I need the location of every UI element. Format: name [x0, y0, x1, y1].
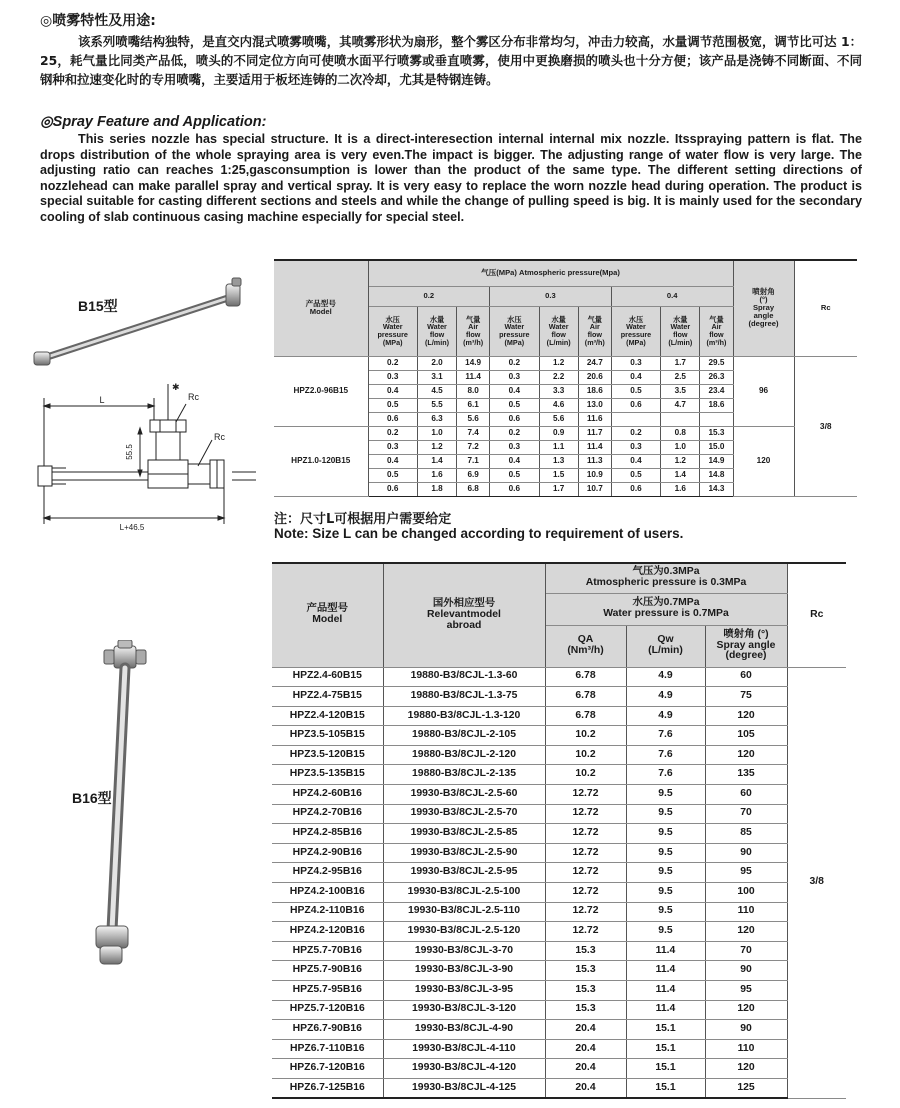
- t1-value-cell: 3.3: [539, 384, 578, 398]
- t2-value-cell: 15.3: [545, 981, 626, 1001]
- t1-value-cell: 29.5: [700, 356, 733, 370]
- t1-value-cell: 0.5: [368, 398, 417, 412]
- t2-value-cell: 12.72: [545, 883, 626, 903]
- t1-sub-header: 水量 Water flow (L/min): [661, 306, 700, 356]
- t2-value-cell: HPZ4.2-70B16: [272, 804, 383, 824]
- t2-value-cell: HPZ5.7-95B16: [272, 981, 383, 1001]
- t2-value-cell: 9.5: [626, 902, 705, 922]
- t2-value-cell: 15.3: [545, 1000, 626, 1020]
- t2-value-cell: 4.9: [626, 667, 705, 687]
- t2-value-cell: 19880-B3/8CJL-2-135: [383, 765, 545, 785]
- t1-sub-header: 气量 Air flow (m³/h): [578, 306, 611, 356]
- t1-air-header: 气压(MPa) Atmospheric pressure(Mpa): [368, 260, 733, 286]
- t1-value-cell: 0.5: [368, 468, 417, 482]
- b16-label: B16型: [72, 790, 112, 806]
- t1-value-cell: 1.8: [417, 482, 456, 496]
- t2-value-cell: 19930-B3/8CJL-4-110: [383, 1039, 545, 1059]
- t2-value-cell: 120: [705, 922, 787, 942]
- t1-value-cell: 3.5: [661, 384, 700, 398]
- t2-value-cell: 19880-B3/8CJL-2-120: [383, 745, 545, 765]
- t1-value-cell: 26.3: [700, 370, 733, 384]
- t1-value-cell: 6.8: [457, 482, 490, 496]
- t1-value-cell: 0.2: [368, 426, 417, 440]
- t1-value-cell: 2.2: [539, 370, 578, 384]
- table-row: [272, 1078, 846, 1098]
- t1-value-cell: 0.3: [490, 440, 539, 454]
- t2-value-cell: HPZ3.5-120B15: [272, 745, 383, 765]
- t1-value-cell: 0.6: [611, 482, 660, 496]
- t2-value-cell: 7.6: [626, 765, 705, 785]
- t2-value-cell: 90: [705, 843, 787, 863]
- t2-value-cell: 11.4: [626, 961, 705, 981]
- t1-value-cell: 8.0: [457, 384, 490, 398]
- t1-value-cell: 0.4: [368, 454, 417, 468]
- t2-value-cell: 12.72: [545, 804, 626, 824]
- t2-value-cell: 19930-B3/8CJL-2.5-85: [383, 824, 545, 844]
- t2-angle-header: 喷射角 (°) Spray angle (degree): [705, 625, 787, 667]
- t1-value-cell: 0.2: [611, 426, 660, 440]
- t2-value-cell: 20.4: [545, 1059, 626, 1079]
- t1-rc-cell: 3/8: [794, 356, 857, 496]
- t1-value-cell: 0.3: [490, 370, 539, 384]
- t2-value-cell: HPZ4.2-85B16: [272, 824, 383, 844]
- t1-value-cell: 5.5: [417, 398, 456, 412]
- t1-value-cell: 20.6: [578, 370, 611, 384]
- t2-value-cell: 19880-B3/8CJL-1.3-60: [383, 667, 545, 687]
- cn-section-heading: ◎喷雾特性及用途:: [40, 13, 156, 29]
- t1-value-cell: 7.1: [457, 454, 490, 468]
- b16-nozzle-image: [88, 640, 168, 980]
- t2-value-cell: HPZ4.2-60B16: [272, 785, 383, 805]
- cn-description: 该系列喷嘴结构独特，是直交内混式喷雾喷嘴，其喷雾形状为扇形，整个雾区分布非常均匀，冲击力较高，水量调节范围极宽，调节比可达 1：25，耗气量比同类产品低，喷头的不同定位方向可使喷水面平行喷雾或垂直喷雾，使用中更换磨损的喷头也十分方便；该产品是浇铸不同断面、不同钢种和拉速变化时的专用喷嘴，主要适用于板坯连铸的二次冷却，尤其是特钢连铸。: [40, 34, 862, 87]
- table-row: [272, 902, 846, 922]
- t2-value-cell: 9.5: [626, 922, 705, 942]
- table-row: [272, 981, 846, 1001]
- t1-pressure-header: 0.4: [611, 286, 733, 306]
- t2-value-cell: 7.6: [626, 745, 705, 765]
- t1-value-cell: 1.0: [417, 426, 456, 440]
- t2-value-cell: 135: [705, 765, 787, 785]
- t1-sub-header: 水量 Water flow (L/min): [417, 306, 456, 356]
- t2-value-cell: 15.1: [626, 1020, 705, 1040]
- t1-value-cell: 24.7: [578, 356, 611, 370]
- t2-abroad-header: 国外相应型号 Relevantmodel abroad: [383, 563, 545, 667]
- t2-value-cell: 60: [705, 785, 787, 805]
- t1-sub-header: 水压 Water pressure (MPa): [611, 306, 660, 356]
- t1-value-cell: 0.6: [368, 482, 417, 496]
- t2-value-cell: 19930-B3/8CJL-2.5-95: [383, 863, 545, 883]
- t2-value-cell: 11.4: [626, 941, 705, 961]
- t2-value-cell: 120: [705, 1000, 787, 1020]
- t2-value-cell: 19930-B3/8CJL-2.5-90: [383, 843, 545, 863]
- t2-value-cell: HPZ5.7-120B16: [272, 1000, 383, 1020]
- t1-value-cell: 1.7: [661, 356, 700, 370]
- t1-value-cell: 6.3: [417, 412, 456, 426]
- t2-value-cell: 12.72: [545, 863, 626, 883]
- t2-value-cell: HPZ6.7-120B16: [272, 1059, 383, 1079]
- t1-value-cell: 0.6: [368, 412, 417, 426]
- t2-value-cell: 10.2: [545, 745, 626, 765]
- table-row: [272, 824, 846, 844]
- t2-value-cell: 12.72: [545, 922, 626, 942]
- t2-value-cell: 19930-B3/8CJL-3-70: [383, 941, 545, 961]
- b15-tip: [34, 352, 50, 365]
- t1-value-cell: 0.6: [490, 412, 539, 426]
- t2-value-cell: 95: [705, 863, 787, 883]
- t1-value-cell: 2.5: [661, 370, 700, 384]
- b16-pipe: [112, 668, 125, 930]
- t1-value-cell: 11.4: [578, 440, 611, 454]
- t2-value-cell: 9.5: [626, 863, 705, 883]
- t2-value-cell: 19930-B3/8CJL-2.5-100: [383, 883, 545, 903]
- t1-rc-header: Rc: [794, 260, 857, 356]
- t2-value-cell: 9.5: [626, 843, 705, 863]
- t1-sub-header: 水量 Water flow (L/min): [539, 306, 578, 356]
- t1-value-cell: 1.3: [539, 454, 578, 468]
- table-row: [272, 843, 846, 863]
- t1-value-cell: 0.6: [611, 398, 660, 412]
- t1-value-cell: 0.3: [611, 440, 660, 454]
- t1-value-cell: [611, 412, 660, 426]
- t2-value-cell: 120: [705, 745, 787, 765]
- t1-model-cell: HPZ1.0-120B15: [274, 426, 368, 496]
- t1-value-cell: 15.0: [700, 440, 733, 454]
- t1-value-cell: 11.6: [578, 412, 611, 426]
- t2-value-cell: 19930-B3/8CJL-3-120: [383, 1000, 545, 1020]
- t2-value-cell: HPZ2.4-60B15: [272, 667, 383, 687]
- table-row: [272, 941, 846, 961]
- t2-value-cell: HPZ4.2-110B16: [272, 902, 383, 922]
- t2-value-cell: 95: [705, 981, 787, 1001]
- t1-sub-header: 水压 Water pressure (MPa): [490, 306, 539, 356]
- t2-value-cell: HPZ5.7-90B16: [272, 961, 383, 981]
- t2-value-cell: 20.4: [545, 1020, 626, 1040]
- t2-value-cell: 20.4: [545, 1078, 626, 1098]
- t1-value-cell: 4.7: [661, 398, 700, 412]
- t2-value-cell: HPZ4.2-120B16: [272, 922, 383, 942]
- t2-value-cell: 15.3: [545, 961, 626, 981]
- b16-spec-table: [272, 562, 846, 1099]
- t2-value-cell: 15.1: [626, 1078, 705, 1098]
- t1-value-cell: 1.4: [417, 454, 456, 468]
- t1-value-cell: 6.1: [457, 398, 490, 412]
- t2-qa-header: QA (Nm³/h): [545, 625, 626, 667]
- t1-value-cell: 1.1: [539, 440, 578, 454]
- t1-value-cell: [700, 412, 733, 426]
- b15-nozzle-image: [30, 270, 250, 370]
- t1-value-cell: 0.4: [368, 384, 417, 398]
- t1-value-cell: 5.6: [539, 412, 578, 426]
- table-row: [272, 804, 846, 824]
- t2-value-cell: HPZ6.7-110B16: [272, 1039, 383, 1059]
- t2-value-cell: 12.72: [545, 843, 626, 863]
- t1-value-cell: 3.1: [417, 370, 456, 384]
- t1-spray-header: 喷射角 (°) Spray angle (degree): [733, 260, 794, 356]
- t2-value-cell: 15.1: [626, 1039, 705, 1059]
- b15-technical-drawing: [36, 376, 260, 534]
- t1-angle-cell: 96: [733, 356, 794, 426]
- t2-value-cell: 105: [705, 726, 787, 746]
- table-row: [272, 667, 846, 687]
- t2-value-cell: 11.4: [626, 981, 705, 1001]
- t2-value-cell: 125: [705, 1078, 787, 1098]
- t1-sub-header: 气量 Air flow (m³/h): [457, 306, 490, 356]
- t1-value-cell: 14.9: [700, 454, 733, 468]
- b15-pipe: [44, 298, 228, 358]
- t2-value-cell: 19930-B3/8CJL-4-90: [383, 1020, 545, 1040]
- t1-value-cell: 11.4: [457, 370, 490, 384]
- t1-value-cell: 0.4: [490, 384, 539, 398]
- t2-value-cell: 90: [705, 1020, 787, 1040]
- t2-value-cell: 4.9: [626, 687, 705, 707]
- t1-value-cell: 1.5: [539, 468, 578, 482]
- t1-value-cell: 0.6: [490, 482, 539, 496]
- table-row: [272, 765, 846, 785]
- t2-value-cell: HPZ4.2-95B16: [272, 863, 383, 883]
- t2-value-cell: 19880-B3/8CJL-2-105: [383, 726, 545, 746]
- t2-value-cell: 100: [705, 883, 787, 903]
- t2-value-cell: 9.5: [626, 883, 705, 903]
- t1-value-cell: 15.3: [700, 426, 733, 440]
- table-row: [272, 706, 846, 726]
- b16-base: [96, 926, 128, 964]
- t2-value-cell: 75: [705, 687, 787, 707]
- t2-value-cell: 15.1: [626, 1059, 705, 1079]
- t2-value-cell: 19880-B3/8CJL-1.3-120: [383, 706, 545, 726]
- t1-value-cell: 6.9: [457, 468, 490, 482]
- t2-value-cell: 15.3: [545, 941, 626, 961]
- t1-value-cell: 0.9: [539, 426, 578, 440]
- t1-pressure-header: 0.2: [368, 286, 490, 306]
- table-row: [272, 1000, 846, 1020]
- t1-value-cell: [661, 412, 700, 426]
- t2-value-cell: HPZ3.5-135B15: [272, 765, 383, 785]
- t2-value-cell: 11.4: [626, 1000, 705, 1020]
- b15-head: [226, 284, 240, 306]
- t1-value-cell: 23.4: [700, 384, 733, 398]
- t1-value-cell: 14.3: [700, 482, 733, 496]
- t1-value-cell: 11.3: [578, 454, 611, 468]
- dim-55-5: 55.5: [125, 444, 134, 460]
- table-row: [272, 961, 846, 981]
- t2-value-cell: HPZ6.7-125B16: [272, 1078, 383, 1098]
- t2-value-cell: 6.78: [545, 687, 626, 707]
- t2-value-cell: 70: [705, 941, 787, 961]
- table-row: [272, 863, 846, 883]
- t1-value-cell: 4.5: [417, 384, 456, 398]
- table-row: [272, 687, 846, 707]
- t1-value-cell: 0.5: [611, 384, 660, 398]
- t1-value-cell: 0.5: [490, 398, 539, 412]
- t2-value-cell: 19930-B3/8CJL-3-90: [383, 961, 545, 981]
- t2-value-cell: HPZ3.5-105B15: [272, 726, 383, 746]
- t1-value-cell: 1.6: [661, 482, 700, 496]
- t2-value-cell: 70: [705, 804, 787, 824]
- t2-value-cell: 90: [705, 961, 787, 981]
- t2-value-cell: 19880-B3/8CJL-1.3-75: [383, 687, 545, 707]
- t2-value-cell: 85: [705, 824, 787, 844]
- t2-value-cell: 12.72: [545, 824, 626, 844]
- t1-value-cell: 5.6: [457, 412, 490, 426]
- t2-value-cell: 19930-B3/8CJL-3-95: [383, 981, 545, 1001]
- t1-value-cell: 0.4: [611, 370, 660, 384]
- t2-value-cell: 60: [705, 667, 787, 687]
- t1-model-cell: HPZ2.0-96B15: [274, 356, 368, 426]
- t2-air-header: 气压为0.3MPa Atmospheric pressure is 0.3MPa: [545, 563, 787, 593]
- t1-value-cell: 0.3: [368, 440, 417, 454]
- table-row: [272, 922, 846, 942]
- t1-value-cell: 7.2: [457, 440, 490, 454]
- dim-rc-top: Rc: [188, 392, 199, 402]
- dim-L: L: [99, 395, 105, 405]
- t2-rc-header: Rc: [787, 563, 846, 667]
- b15-spec-table: [274, 259, 857, 497]
- t1-value-cell: 0.4: [611, 454, 660, 468]
- t1-value-cell: 14.8: [700, 468, 733, 482]
- t2-value-cell: 110: [705, 902, 787, 922]
- table-row: [272, 1059, 846, 1079]
- t1-value-cell: 0.3: [611, 356, 660, 370]
- size-note-en: Note: Size L can be changed according to requirement of users.: [274, 526, 684, 541]
- t1-value-cell: 11.7: [578, 426, 611, 440]
- t1-value-cell: 1.4: [661, 468, 700, 482]
- t2-value-cell: 19930-B3/8CJL-2.5-60: [383, 785, 545, 805]
- t1-value-cell: 1.2: [417, 440, 456, 454]
- t2-value-cell: 6.78: [545, 667, 626, 687]
- t1-value-cell: 10.9: [578, 468, 611, 482]
- t1-value-cell: 18.6: [700, 398, 733, 412]
- t1-value-cell: 0.3: [368, 370, 417, 384]
- t2-value-cell: HPZ2.4-120B15: [272, 706, 383, 726]
- t2-value-cell: 110: [705, 1039, 787, 1059]
- en-description: This series nozzle has special structure. It is a direct-interesection internal internal mix nozzle. Itsspraying pattern is flat. The drops distribution of the whole spraying area is very even.The impact is bigger. The adjusting range of water flow is very large. The adjusting ratio can reaches 1:25,gasconsumption is lower than the product of the same type. The different setting directions of nozzlehead can make parallel spray and vertical spray. It is very easy to replace the worn nozzle head during operation. The product is special suitable for casting different sections and steels and while the change of pulling speed is big. It is mainly used for the secondary cooling of slab continuous casing machine especially for special steel.: [40, 132, 862, 224]
- t1-value-cell: 14.9: [457, 356, 490, 370]
- t1-pressure-header: 0.3: [490, 286, 612, 306]
- t1-value-cell: 1.7: [539, 482, 578, 496]
- t2-value-cell: 19930-B3/8CJL-2.5-120: [383, 922, 545, 942]
- t2-value-cell: 20.4: [545, 1039, 626, 1059]
- t2-value-cell: 9.5: [626, 785, 705, 805]
- t2-value-cell: 9.5: [626, 824, 705, 844]
- t1-value-cell: 0.2: [490, 426, 539, 440]
- t1-value-cell: 0.2: [368, 356, 417, 370]
- table-row: [272, 1039, 846, 1059]
- size-note-cn: 注：尺寸L可根据用户需要给定: [274, 512, 452, 527]
- t2-value-cell: 12.72: [545, 785, 626, 805]
- t2-value-cell: 12.72: [545, 902, 626, 922]
- t2-value-cell: 120: [705, 706, 787, 726]
- table-row: [272, 726, 846, 746]
- t2-value-cell: HPZ4.2-90B16: [272, 843, 383, 863]
- t1-value-cell: 10.7: [578, 482, 611, 496]
- table-row: [272, 745, 846, 765]
- t1-angle-cell: 120: [733, 426, 794, 496]
- t1-value-cell: 13.0: [578, 398, 611, 412]
- t2-value-cell: 6.78: [545, 706, 626, 726]
- t1-value-cell: 1.2: [539, 356, 578, 370]
- t2-value-cell: 10.2: [545, 765, 626, 785]
- t2-qw-header: Qw (L/min): [626, 625, 705, 667]
- dim-star: ✱: [172, 382, 180, 392]
- t2-value-cell: 19930-B3/8CJL-2.5-110: [383, 902, 545, 922]
- t2-value-cell: HPZ4.2-100B16: [272, 883, 383, 903]
- t2-value-cell: 120: [705, 1059, 787, 1079]
- t1-value-cell: 4.6: [539, 398, 578, 412]
- t1-sub-header: 气量 Air flow (m³/h): [700, 306, 733, 356]
- t1-value-cell: 0.5: [611, 468, 660, 482]
- t2-value-cell: 10.2: [545, 726, 626, 746]
- t1-value-cell: 0.5: [490, 468, 539, 482]
- t2-value-cell: HPZ2.4-75B15: [272, 687, 383, 707]
- t1-value-cell: 1.2: [661, 454, 700, 468]
- table-row: [274, 356, 857, 370]
- t2-value-cell: 9.5: [626, 804, 705, 824]
- t1-value-cell: 0.8: [661, 426, 700, 440]
- t2-value-cell: 19930-B3/8CJL-4-125: [383, 1078, 545, 1098]
- t2-value-cell: 7.6: [626, 726, 705, 746]
- t1-value-cell: 0.2: [490, 356, 539, 370]
- t2-value-cell: HPZ5.7-70B16: [272, 941, 383, 961]
- t2-rc-cell: 3/8: [787, 667, 846, 1098]
- table-row: [272, 785, 846, 805]
- b15-label: B15型: [78, 298, 118, 314]
- t2-value-cell: HPZ6.7-90B16: [272, 1020, 383, 1040]
- en-section-heading: ◎Spray Feature and Application:: [40, 114, 267, 130]
- table-row: [272, 883, 846, 903]
- t2-value-cell: 19930-B3/8CJL-4-120: [383, 1059, 545, 1079]
- dim-rc-side: Rc: [214, 432, 225, 442]
- t1-value-cell: 1.6: [417, 468, 456, 482]
- table-row: [274, 426, 857, 440]
- t2-model-header: 产品型号 Model: [272, 563, 383, 667]
- t1-value-cell: 18.6: [578, 384, 611, 398]
- t1-value-cell: 1.0: [661, 440, 700, 454]
- t2-value-cell: 4.9: [626, 706, 705, 726]
- t1-sub-header: 水压 Water pressure (MPa): [368, 306, 417, 356]
- t1-model-header: 产品型号 Model: [274, 260, 368, 356]
- t2-water-header: 水压为0.7MPa Water pressure is 0.7MPa: [545, 593, 787, 625]
- table-row: [272, 1020, 846, 1040]
- t1-value-cell: 2.0: [417, 356, 456, 370]
- t1-value-cell: 7.4: [457, 426, 490, 440]
- t1-value-cell: 0.4: [490, 454, 539, 468]
- dim-L-total: L+46.5: [119, 523, 145, 532]
- t2-value-cell: 19930-B3/8CJL-2.5-70: [383, 804, 545, 824]
